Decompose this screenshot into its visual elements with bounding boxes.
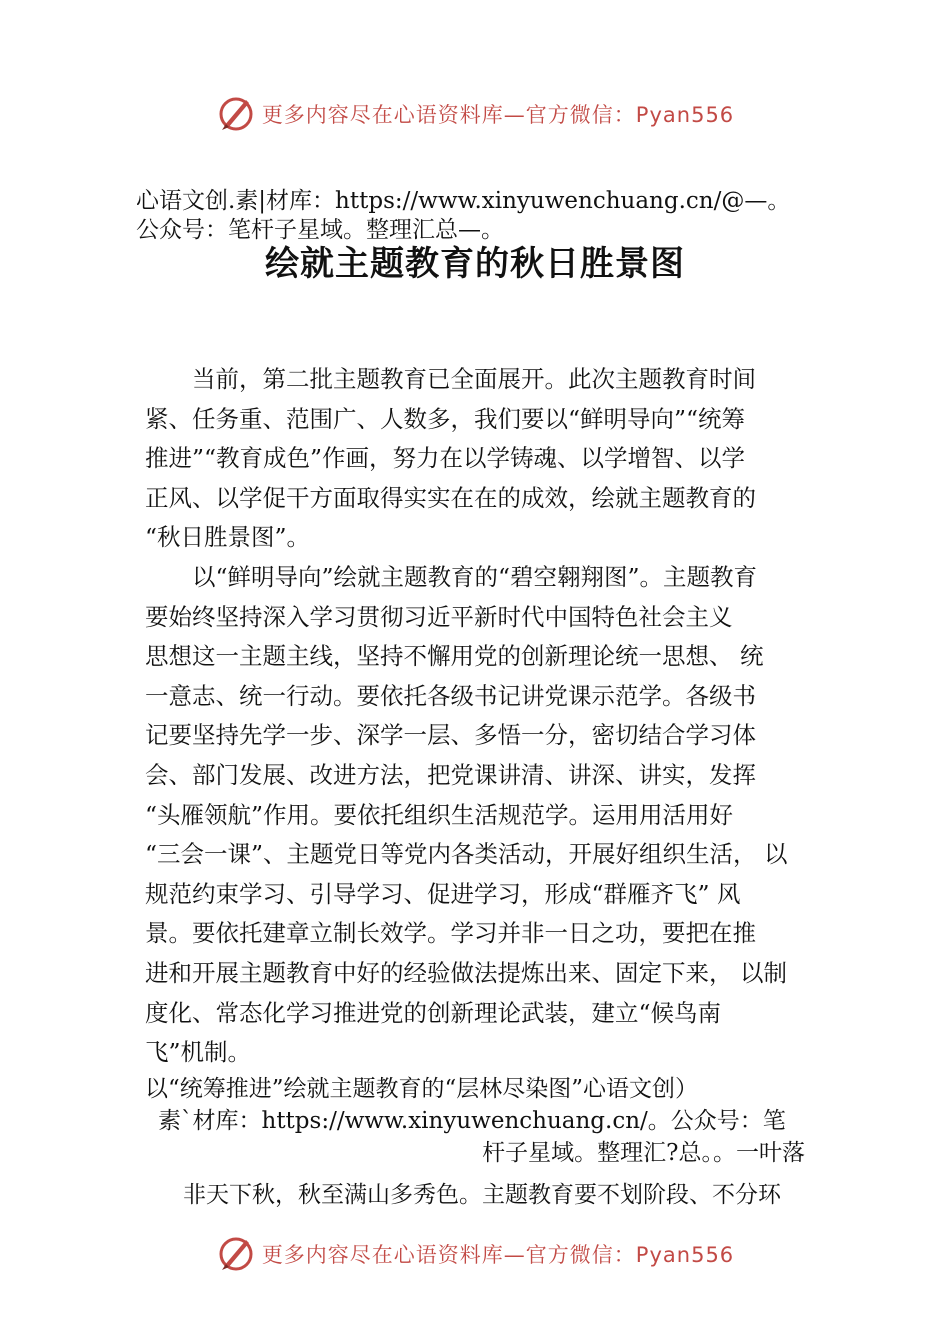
text-line: 规范约束学习、引导学习、促进学习，形成“群雁齐飞” 风 xyxy=(145,879,741,908)
header-source-line: 心语文创.素|材库：https://www.xinyuwenchuang.cn/@—。 xyxy=(136,188,791,214)
paragraph-coordination-line: 以“统筹推进”绘就主题教育的“层林尽染图”心语文创） xyxy=(145,1076,699,1102)
text-line: 会、部门发展、改进方法，把党课讲清、讲深、讲实，发挥 xyxy=(145,760,756,789)
watermark-text: 更多内容尽在心语资料库—官方微信：Pyan556 xyxy=(261,103,735,127)
paragraph-coordination-line: 杆子星域。整理汇?总。。一叶落 xyxy=(482,1140,805,1166)
document-title: 绘就主题教育的秋日胜景图 xyxy=(265,244,685,284)
text-line: 思想这一主题主线，坚持不懈用党的创新理论统一思想、 统 xyxy=(145,642,764,671)
pen-logo-icon xyxy=(216,94,256,134)
text-line: 当前，第二批主题教育已全面展开。此次主题教育时间 xyxy=(145,365,756,393)
text-line: 景。要依托建章立制长效学。学习并非一日之功，要把在推 xyxy=(145,919,756,948)
text-line: 记要坚持先学一步、深学一层、多悟一分，密切结合学习体 xyxy=(145,721,756,750)
header-account-line: 公众号：笔杆子星域。整理汇总—。 xyxy=(136,217,504,243)
text-line: “秋日胜景图”。 xyxy=(145,523,311,552)
paragraph-guidance xyxy=(145,558,825,1073)
text-line: 紧、任务重、范围广、人数多，我们要以“鲜明导向”“统筹 xyxy=(145,404,746,433)
text-line: 进和开展主题教育中好的经验做法提炼出来、固定下来， 以制 xyxy=(145,958,787,987)
text-line: 度化、常态化学习推进党的创新理论武装，建立“候鸟南 xyxy=(145,998,722,1027)
text-line: 推进”“教育成色”作画，努力在以学铸魂、以学增智、以学 xyxy=(145,444,746,473)
text-line: “三会一课”、主题党日等党内各类活动，开展好组织生活， 以 xyxy=(145,840,788,869)
pen-logo-icon xyxy=(216,1234,256,1274)
watermark-text: 更多内容尽在心语资料库—官方微信：Pyan556 xyxy=(261,1243,735,1267)
paragraph-coordination-line: 非天下秋，秋至满山多秀色。主题教育要不划阶段、不分环 xyxy=(183,1182,781,1208)
text-line: 要始终坚持深入学习贯彻习近平新时代中国特色社会主义 xyxy=(145,602,733,631)
watermark-banner-bottom xyxy=(0,1232,950,1276)
paragraph-coordination-line: 素`材库：https://www.xinyuwenchuang.cn/。公众号：笔 xyxy=(158,1108,786,1134)
text-line: 一意志、统一行动。要依托各级书记讲党课示范学。各级书 xyxy=(145,681,756,710)
text-line: 正风、以学促干方面取得实实在在的成效，绘就主题教育的 xyxy=(145,483,756,512)
text-line: 飞”机制。 xyxy=(145,1038,252,1067)
paragraph-intro xyxy=(145,360,825,558)
text-line: 以“鲜明导向”绘就主题教育的“碧空翱翔图”。主题教育 xyxy=(145,563,758,591)
watermark-banner-top xyxy=(0,92,950,136)
text-line: “头雁领航”作用。要依托组织生活规范学。运用用活用好 xyxy=(145,800,734,829)
